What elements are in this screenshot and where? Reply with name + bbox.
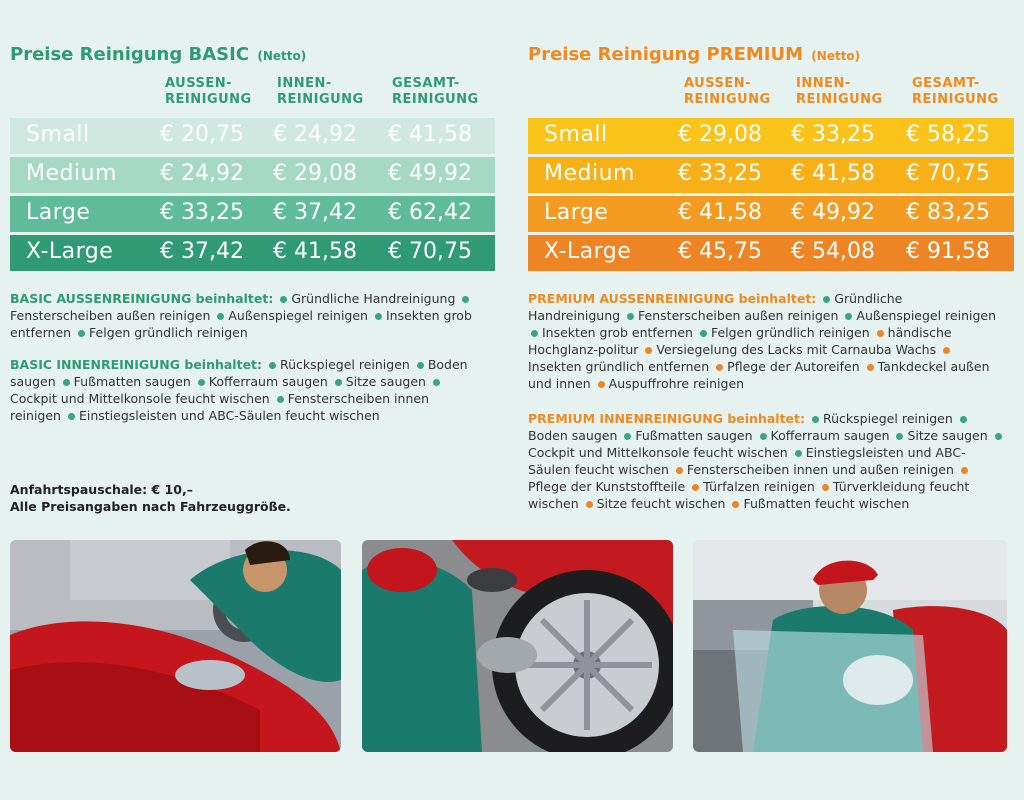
- basic-row-medium: Medium € 24,92 € 29,08 € 49,92: [10, 157, 495, 193]
- basic-innen-description: BASIC INNENREINIGUNG beinhaltet: Rückspiegel reinigen Boden saugen Fußmatten saugen Kofferraum saugen Sitze saugen Cockpit und Mittelkonsole feucht wischen Fensterscheiben innen reinigen Einstiegsleisten und ABC-Säulen feucht wischen: [10, 357, 468, 423]
- basic-row-xlarge: X-Large € 37,42 € 41,58 € 70,75: [10, 235, 495, 271]
- photo-wheel-cleaning: [362, 540, 673, 752]
- premium-row-large: Large € 41,58 € 49,92 € 83,25: [528, 196, 1014, 232]
- premium-row-xlarge: X-Large € 45,75 € 54,08 € 91,58: [528, 235, 1014, 271]
- photo-window-cleaning: [693, 540, 1007, 752]
- premium-aussen-description: PREMIUM AUSSENREINIGUNG beinhaltet: Gründliche Handreinigung Fensterscheiben außen reinigen Außenspiegel reinigen Insekten grob entfernen Felgen gründlich reinigen händische Hochglanz-politur Versiegelung des Lacks mit Carnauba Wachs Insekten gründlich entfernen Pflege der Autoreifen Tankdeckel außen und innen Auspuffrohre reinigen: [528, 291, 997, 391]
- photo-hood-cleaning: [10, 540, 341, 752]
- premium-innen-description: PREMIUM INNENREINIGUNG beinhaltet: Rückspiegel reinigen Boden saugen Fußmatten saugen Kofferraum saugen Sitze saugen Cockpit und Mittelkonsole feucht wischen Einstiegsleisten und ABC-Säulen feucht wischen Fensterscheiben innen und außen reinigen Pflege der Kunststoffteile Türfalzen reinigen Türverkleidung feucht wischen Sitze feucht wischen Fußmatten feucht wischen: [528, 410, 1008, 512]
- basic-header-aussen: AUSSEN- REINIGUNG: [165, 76, 252, 107]
- premium-title: Preise Reinigung PREMIUM (Netto): [528, 44, 861, 65]
- pricing-note: [10, 481, 291, 515]
- note-fahrzeuggroesse: Alle Preisangaben nach Fahrzeuggröße.: [10, 499, 291, 514]
- basic-title: Preise Reinigung BASIC (Netto): [10, 44, 307, 65]
- premium-header-gesamt: GESAMT- REINIGUNG: [912, 76, 999, 107]
- basic-row-small: Small € 20,75 € 24,92 € 41,58: [10, 118, 495, 154]
- basic-header-gesamt: GESAMT- REINIGUNG: [392, 76, 479, 107]
- premium-header-innen: INNEN- REINIGUNG: [796, 76, 883, 107]
- basic-aussen-description: BASIC AUSSENREINIGUNG beinhaltet: Gründliche Handreinigung Fensterscheiben außen reinigen Außenspiegel reinigen Insekten grob entfernen Felgen gründlich reinigen: [10, 291, 472, 340]
- basic-row-large: Large € 33,25 € 37,42 € 62,42: [10, 196, 495, 232]
- premium-row-medium: Medium € 33,25 € 41,58 € 70,75: [528, 157, 1014, 193]
- premium-row-small: Small € 29,08 € 33,25 € 58,25: [528, 118, 1014, 154]
- basic-header-innen: INNEN- REINIGUNG: [277, 76, 364, 107]
- premium-header-aussen: AUSSEN- REINIGUNG: [684, 76, 771, 107]
- note-anfahrtspauschale: Anfahrtspauschale: € 10,–: [10, 482, 193, 497]
